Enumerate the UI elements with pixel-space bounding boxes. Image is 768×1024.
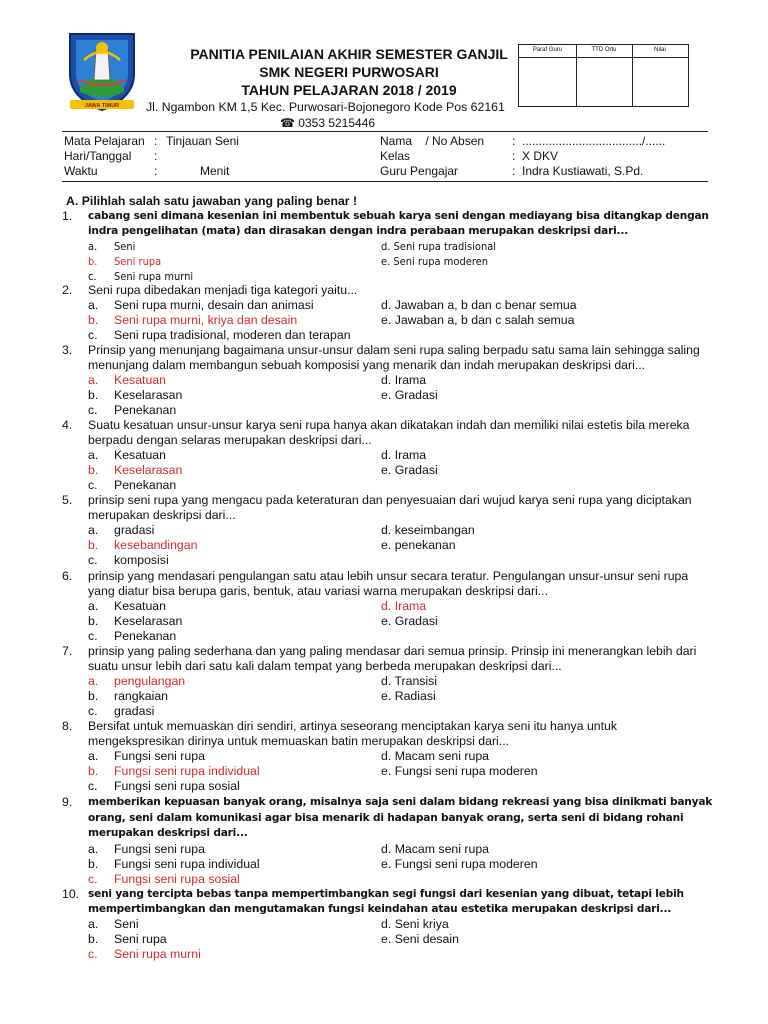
option-letter: c. (88, 704, 98, 718)
question-text: mengekspresikan dirinya untuk memuaskan batin merupakan deskripsi dari... (88, 734, 510, 748)
province-logo (64, 30, 140, 112)
option-text: Penekanan (114, 629, 177, 643)
option-b[interactable] (88, 538, 197, 553)
option-letter: a. (88, 841, 99, 856)
option-text: pengulangan (114, 674, 186, 688)
option-e[interactable] (381, 932, 459, 947)
option-a[interactable] (88, 448, 166, 463)
option-a[interactable] (88, 599, 166, 614)
question-number: 7. (62, 644, 73, 658)
option-text: Fungsi seni rupa moderen (394, 764, 538, 778)
option-letter: d. (381, 917, 395, 931)
option-letter: a. (88, 298, 99, 312)
option-letter: d. (381, 298, 395, 312)
option-a[interactable] (88, 749, 205, 764)
option-letter: d. (381, 448, 395, 462)
option-text: Penekanan (114, 403, 177, 417)
option-text: Jawaban a, b dan c benar semua (394, 298, 577, 312)
option-letter: a. (88, 373, 99, 387)
question-text: merupakan deskripsi dari... (88, 508, 236, 522)
option-d[interactable] (381, 239, 496, 254)
question-text: indra pengelihatan (mata) dan dirasakan dengan indra perabaan merupakan deskripsi dari... (88, 225, 629, 237)
option-text: Fungsi seni rupa individual (114, 764, 260, 778)
header-line2: SMK NEGERI PURWOSARI (259, 64, 439, 80)
svg-text:JAWA TIMUR: JAWA TIMUR (84, 103, 120, 109)
option-text: Fungsi seni rupa moderen (394, 856, 538, 871)
option-letter: b. (88, 388, 99, 402)
option-letter: d. (381, 841, 395, 856)
time-unit: Menit (200, 164, 230, 178)
option-text: Gradasi (394, 614, 438, 628)
option-d[interactable] (381, 674, 437, 689)
option-letter: b. (88, 538, 99, 552)
option-letter: a. (88, 599, 99, 613)
option-d[interactable] (381, 749, 489, 764)
option-b[interactable] (88, 857, 260, 872)
option-text: keseimbangan (394, 523, 475, 537)
option-text: Seni (114, 240, 136, 253)
option-text: rangkaian (114, 689, 169, 703)
option-letter: c. (88, 553, 98, 567)
name-value: ..................................../...... (522, 134, 666, 148)
option-letter: e. (381, 689, 395, 703)
option-c[interactable] (88, 704, 154, 719)
option-c[interactable] (88, 478, 176, 493)
subject-label: Mata Pelajaran (64, 134, 145, 148)
option-a[interactable] (88, 298, 314, 313)
option-letter: d. (381, 373, 395, 387)
option-letter: a. (88, 674, 99, 688)
option-letter: b. (88, 463, 99, 477)
option-letter: c. (88, 270, 97, 283)
option-letter: c. (88, 478, 98, 492)
sign-col-score: Nilai (654, 47, 666, 53)
option-letter: a. (88, 523, 99, 537)
option-d[interactable] (381, 599, 426, 614)
option-text: Kesatuan (114, 599, 166, 613)
option-letter: c. (88, 779, 98, 793)
date-sep: : (154, 149, 158, 163)
header-line1: PANITIA PENILAIAN AKHIR SEMESTER GANJIL (190, 46, 508, 62)
option-d[interactable] (381, 523, 475, 538)
question-number: 1. (62, 209, 73, 223)
question-text: prinsip seni rupa yang mengacu pada keteraturan dan penyesuaian dari wujud karya seni rupa yang diciptakan (88, 493, 692, 507)
option-e[interactable] (381, 254, 488, 269)
subject-sep: : (154, 134, 158, 148)
question-text: orang, seni dalam komunikasi agar bisa menarik di hadapan banyak orang, serta seni di bidang rohani (88, 811, 684, 824)
time-sep: : (154, 164, 158, 178)
option-c[interactable] (88, 872, 240, 887)
phone-line (280, 116, 375, 130)
class-sep: : (512, 149, 516, 163)
option-d[interactable] (381, 373, 426, 388)
school-address: Jl. Ngambon KM 1,5 Kec. Purwosari-Bojonegoro Kode Pos 62161 (146, 100, 505, 114)
option-a[interactable] (88, 674, 185, 689)
option-text: Keselarasan (114, 614, 183, 628)
option-letter: d. (381, 240, 394, 253)
option-letter: d. (381, 749, 395, 763)
option-text: Fungsi seni rupa sosial (114, 779, 240, 793)
question-text: prinsip yang mendasari pengulangan satu atau lebih unsur secara teratur. Pengulangan unsur-unsur seni rupa (88, 569, 689, 583)
option-letter: e. (381, 856, 395, 871)
question-text: prinsip yang paling sederhana dan yang paling mendasar dari semua prinsip. Prinsip ini menerangkan lebih dari (88, 644, 697, 658)
subject-value: Tinjauan Seni (166, 134, 239, 148)
question-number: 10. (62, 887, 80, 901)
phone-number: 0353 5215446 (298, 116, 376, 130)
sign-col-teacher: Paraf Guru (532, 47, 563, 53)
date-label: Hari/Tanggal (64, 149, 132, 163)
option-text: Seni rupa moderen (393, 255, 489, 268)
question-text: yang diatur bisa berupa garis, bentuk, atau variasi warna merupakan deskripsi dari... (88, 584, 549, 598)
question-text: menunjang dalam membangun sebuah komposisi yang menarik dan indah merupakan deskripsi dari... (88, 358, 646, 372)
class-value: X DKV (522, 149, 559, 163)
option-e[interactable] (381, 463, 438, 478)
option-b[interactable] (88, 313, 297, 328)
option-text: Keselarasan (114, 463, 183, 477)
option-letter: b. (88, 255, 98, 268)
signature-box (518, 44, 689, 107)
option-e[interactable] (381, 538, 456, 553)
option-letter: c. (88, 403, 98, 417)
option-text: Fungsi seni rupa (114, 749, 205, 763)
option-b[interactable] (88, 388, 182, 403)
question-text: cabang seni dimana kesenian ini membentuk sebuah karya seni dengan mediayang bisa ditangkap dengan (88, 210, 709, 222)
option-a[interactable] (88, 373, 166, 388)
time-label: Waktu (64, 164, 98, 178)
question-text: Prinsip yang menunjang bagaimana unsur-unsur dalam seni rupa saling berpadu satu sama lain sehingga saling (88, 343, 700, 357)
option-letter: b. (88, 689, 99, 703)
class-label: Kelas (380, 149, 411, 163)
teacher-label: Guru Pengajar (380, 164, 459, 178)
question-text: Suatu kesatuan unsur-unsur karya seni rupa hanya akan dikatakan indah dan memiliki nilai estetis bila mereka (88, 418, 690, 432)
name-label: Nama / No Absen (380, 134, 485, 148)
option-letter: a. (88, 749, 99, 763)
option-c[interactable] (88, 947, 201, 962)
option-text: gradasi (114, 704, 155, 718)
option-letter: e. (381, 764, 395, 778)
question-number: 6. (62, 569, 73, 583)
option-letter: e. (381, 614, 395, 628)
option-c[interactable] (88, 328, 351, 343)
option-a[interactable] (88, 523, 154, 538)
option-b[interactable] (88, 254, 161, 269)
option-text: Seni rupa murni (114, 270, 194, 283)
sign-col-parent: TTD Ortu (591, 47, 617, 53)
option-letter: c. (88, 947, 98, 961)
question-text: berpadu dengan selaras merupakan deskripsi dari... (88, 433, 372, 447)
question-number: 3. (62, 343, 73, 357)
option-letter: c. (88, 629, 98, 643)
teacher-value: Indra Kustiawati, S.Pd. (522, 164, 644, 178)
option-text: Seni desain (394, 932, 459, 946)
option-letter: a. (88, 240, 98, 253)
section-title: A. Pilihlah salah satu jawaban yang paling benar ! (66, 194, 358, 208)
phone-icon: ☎ (280, 116, 295, 130)
option-text: Macam seni rupa (394, 841, 490, 856)
option-letter: b. (88, 614, 99, 628)
option-text: Gradasi (394, 388, 438, 402)
option-text: Irama (394, 599, 427, 613)
option-e[interactable] (381, 313, 574, 328)
option-letter: b. (88, 856, 99, 871)
option-d[interactable] (381, 917, 449, 932)
option-letter: e. (381, 313, 395, 327)
option-letter: c. (88, 328, 98, 342)
option-text: Fungsi seni rupa (114, 841, 205, 856)
question-text: mempertimbangkan dan mengutamakan fungsi keindahan atau estetika merupakan deskripsi dari... (88, 903, 672, 915)
option-c[interactable] (88, 403, 176, 418)
option-letter: b. (88, 932, 99, 946)
option-b[interactable] (88, 689, 168, 704)
option-text: Penekanan (114, 478, 177, 492)
option-letter: c. (88, 871, 98, 886)
option-text: Fungsi seni rupa sosial (114, 871, 240, 886)
option-c[interactable] (88, 553, 169, 568)
option-e[interactable] (381, 614, 438, 629)
option-text: Gradasi (394, 463, 438, 477)
option-e[interactable] (381, 388, 438, 403)
question-text: suatu unsur lebih dari satu kali dalam tempat yang berbeda merupakan deskripsi dari... (88, 659, 562, 673)
option-letter: b. (88, 313, 99, 327)
option-text: Keselarasan (114, 388, 183, 402)
question-text: Bersifat untuk memuaskan diri sendiri, artinya seseorang menciptakan karya seni itu hanya untuk (88, 719, 618, 733)
option-b[interactable] (88, 463, 182, 478)
option-letter: e. (381, 463, 395, 477)
option-letter: a. (88, 448, 99, 462)
option-e[interactable] (381, 689, 436, 704)
teacher-sep: : (512, 164, 516, 178)
option-letter: e. (381, 388, 395, 402)
question-text: seni yang tercipta bebas tanpa mempertimbangkan segi fungsi dari kesenian yang dibuat, tetapi lebih (88, 888, 684, 900)
option-e[interactable] (381, 857, 538, 872)
option-text: Seni rupa (114, 932, 167, 946)
option-letter: d. (381, 523, 395, 537)
option-d[interactable] (381, 842, 489, 857)
option-letter: d. (381, 674, 395, 688)
option-text: Seni kriya (394, 917, 449, 931)
question-number: 4. (62, 418, 73, 432)
question-text: merupakan deskripsi dari... (88, 827, 248, 839)
option-text: Irama (394, 448, 427, 462)
question-text: Seni rupa dibedakan menjadi tiga kategori yaitu... (88, 283, 358, 297)
option-text: Seni rupa tradisional, moderen dan terapan (114, 328, 351, 342)
header-rule-bottom (62, 181, 708, 182)
option-letter: b. (88, 764, 99, 778)
option-text: Jawaban a, b dan c salah semua (394, 313, 575, 327)
option-text: gradasi (114, 523, 155, 537)
option-c[interactable] (88, 629, 176, 644)
option-letter: e. (381, 255, 394, 268)
option-c[interactable] (88, 779, 240, 794)
option-text: Transisi (394, 674, 438, 688)
option-a[interactable] (88, 842, 205, 857)
option-text: Fungsi seni rupa individual (114, 856, 260, 871)
question-text: memberikan kepuasan banyak orang, misalnya saja seni dalam bidang rekreasi yang bisa dinikmati banyak (88, 796, 713, 808)
option-text: Seni (114, 917, 139, 931)
option-text: Macam seni rupa (394, 749, 490, 763)
option-b[interactable] (88, 614, 182, 629)
header-rule-top (62, 131, 708, 132)
option-d[interactable] (381, 448, 426, 463)
question-number: 2. (62, 283, 73, 297)
question-number: 9. (62, 795, 73, 809)
option-text: Radiasi (394, 689, 436, 703)
option-text: Seni rupa murni, kriya dan desain (114, 313, 298, 327)
option-text: Seni rupa murni, desain dan animasi (114, 298, 314, 312)
option-e[interactable] (381, 764, 538, 779)
option-text: kesebandingan (114, 538, 198, 552)
option-text: komposisi (114, 553, 169, 567)
option-text: Seni rupa murni (114, 947, 201, 961)
option-letter: d. (381, 599, 395, 613)
option-c[interactable] (88, 269, 193, 284)
option-text: Kesatuan (114, 373, 166, 387)
option-text: penekanan (394, 538, 456, 552)
option-text: Seni rupa (114, 255, 162, 268)
option-b[interactable] (88, 764, 260, 779)
question-number: 5. (62, 493, 73, 507)
option-letter: e. (381, 932, 395, 946)
question-number: 8. (62, 719, 73, 733)
option-a[interactable] (88, 917, 139, 932)
option-text: Irama (394, 373, 427, 387)
option-text: Seni rupa tradisional (393, 240, 497, 253)
option-a[interactable] (88, 239, 135, 254)
option-letter: e. (381, 538, 395, 552)
name-sep: : (512, 134, 516, 148)
option-text: Kesatuan (114, 448, 166, 462)
option-d[interactable] (381, 298, 577, 313)
option-letter: a. (88, 917, 99, 931)
header-line3: TAHUN PELAJARAN 2018 / 2019 (241, 82, 457, 98)
option-b[interactable] (88, 932, 167, 947)
